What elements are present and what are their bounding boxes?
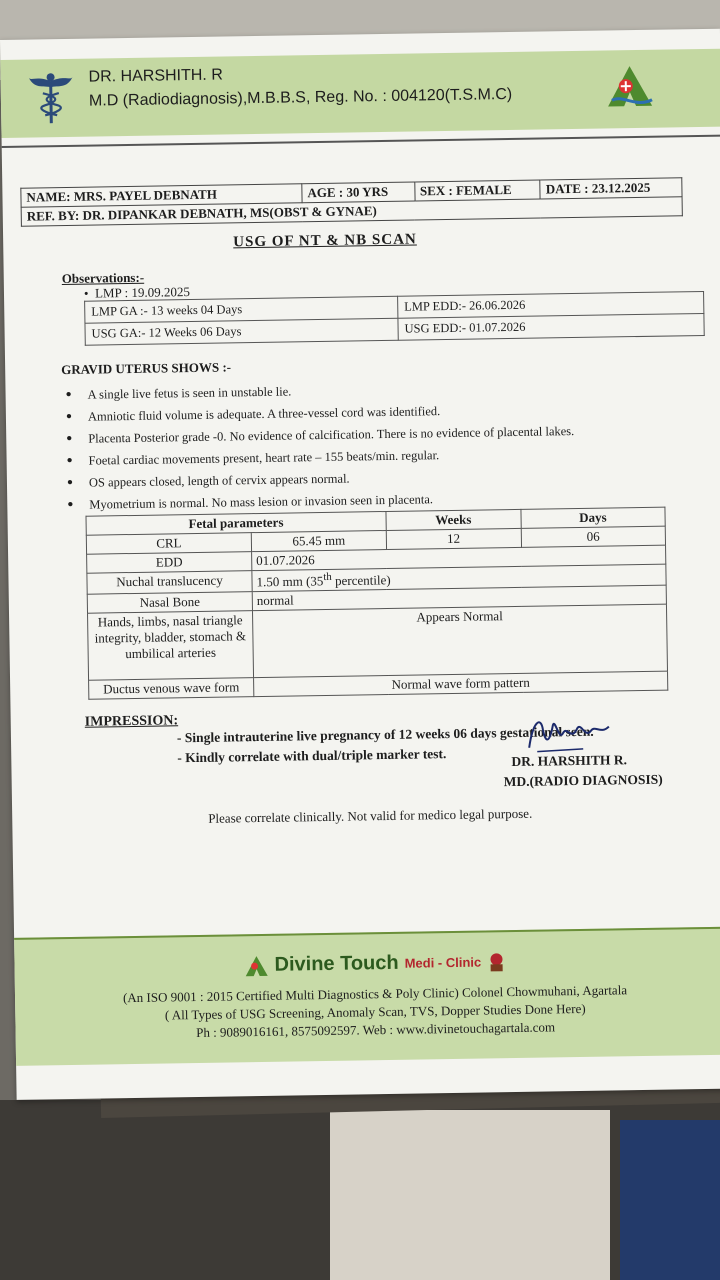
clinic-name: Divine Touch — [274, 951, 399, 976]
edd-value: 01.07.2026 — [252, 545, 666, 571]
caduceus-icon — [28, 67, 73, 126]
nt-suffix: percentile) — [331, 572, 391, 589]
row-label-nuchal-translucency: Nuchal translucency — [87, 571, 252, 595]
hands-limbs-value: Appears Normal — [252, 604, 667, 677]
clinic-logo-icon — [605, 64, 654, 109]
letterhead — [0, 49, 720, 138]
row-label-ductus-venous: Ductus venous wave form — [89, 678, 254, 700]
patient-age: AGE : 30 YRS — [302, 182, 415, 203]
background-blue-object — [620, 1120, 720, 1280]
footer-line-1: (An ISO 9001 : 2015 Certified Multi Diagnostics & Poly Clinic) Colonel Chowmuhani, Agartala — [122, 982, 628, 1006]
row-label-nasal-bone: Nasal Bone — [87, 592, 252, 614]
row-label-edd: EDD — [87, 552, 252, 574]
row-label-crl: CRL — [86, 533, 251, 555]
impression-item: - Kindly correlate with dual/triple marker test. — [177, 746, 446, 766]
finding-item: ● Foetal cardiac movements present, heart rate – 155 beats/min. regular. — [62, 442, 574, 472]
finding-item: ● OS appears closed, length of cervix appears normal. — [63, 464, 575, 494]
footer-line-3: Ph : 9089016161, 8575092597. Web : www.divinetouchagartala.com — [196, 1019, 556, 1041]
report-date: DATE : 23.12.2025 — [540, 178, 682, 199]
usg-edd: USG EDD:- 01.07.2026 — [398, 313, 704, 340]
background-floor-tile — [330, 1110, 610, 1280]
header-divider — [2, 135, 720, 148]
crl-value: 65.45 mm — [251, 530, 386, 551]
gestational-age-table — [84, 291, 705, 346]
lmp-edd: LMP EDD:- 26.06.2026 — [398, 291, 704, 318]
nt-superscript: th — [323, 570, 332, 583]
finding-item: ● Placenta Posterior grade -0. No evidence of calcification. There is no evidence of placental lakes. — [62, 420, 574, 450]
report-sheet — [0, 29, 720, 1100]
impression-heading: IMPRESSION: — [84, 713, 179, 730]
gravid-uterus-heading: GRAVID UTERUS SHOWS :- — [61, 359, 232, 378]
finding-item: ● Amniotic fluid volume is adequate. A three-vessel cord was identified. — [62, 398, 574, 428]
doctor-name: DR. HARSHITH. R — [88, 66, 223, 86]
fetal-parameters-table — [85, 507, 668, 700]
nt-value-text: 1.50 mm (35 — [256, 573, 324, 590]
handwritten-signature — [523, 710, 614, 755]
signatory-name: DR. HARSHITH R. — [511, 752, 628, 770]
header-days: Days — [521, 507, 666, 528]
impression-item: - Single intrauterine live pregnancy of 12 weeks 06 days gestational seen. — [177, 724, 594, 747]
clinic-emblem-icon — [487, 952, 505, 972]
header-fetal-parameters: Fetal parameters — [86, 512, 386, 536]
patient-sex: SEX : FEMALE — [414, 180, 540, 201]
lmp-ga: LMP GA :- 13 weeks 04 Days — [85, 296, 398, 323]
usg-ga: USG GA:- 12 Weeks 06 Days — [85, 318, 398, 345]
observations-label: Observations:- — [61, 269, 145, 287]
row-label-hands-limbs: Hands, limbs, nasal triangle integrity, bladder, stomach & umbilical arteries — [88, 611, 254, 681]
signatory-qualification: MD.(RADIO DIAGNOSIS) — [503, 771, 663, 790]
disclaimer: Please correlate clinically. Not valid for medico legal purpose. — [208, 805, 533, 826]
footer-line-2: ( All Types of USG Screening, Anomaly Scan, TVS, Dopper Studies Done Here) — [164, 1000, 586, 1023]
doctor-qualification: M.D (Radiodiagnosis),M.B.B.S, Reg. No. : 004120(T.S.M.C) — [88, 85, 513, 110]
lmp-date: • LMP : 19.09.2025 — [83, 284, 191, 301]
clinic-brand — [244, 950, 505, 977]
report-title: USG OF NT & NB SCAN — [233, 231, 417, 251]
patient-name: NAME: MRS. PAYEL DEBNATH — [21, 184, 302, 207]
clinic-brand-icon — [244, 954, 268, 976]
clinic-subtitle: Medi - Clinic — [404, 954, 482, 971]
nasal-bone-value: normal — [252, 585, 666, 611]
finding-item: ● Myometrium is normal. No mass lesion or invasion seen in placenta. — [63, 486, 575, 516]
header-weeks: Weeks — [386, 509, 521, 530]
patient-details-table — [20, 177, 683, 226]
crl-weeks: 12 — [386, 528, 521, 549]
ductus-venous-value: Normal wave form pattern — [254, 671, 668, 697]
referred-by: REF. BY: DR. DIPANKAR DEBNATH, MS(OBST & GYNAE) — [21, 197, 682, 226]
crl-days: 06 — [521, 526, 666, 547]
lmp-text: LMP : 19.09.2025 — [94, 284, 191, 301]
clinic-footer — [14, 927, 720, 1066]
finding-item: ● A single live fetus is seen in unstable lie. — [61, 376, 573, 406]
findings-list — [61, 376, 575, 516]
